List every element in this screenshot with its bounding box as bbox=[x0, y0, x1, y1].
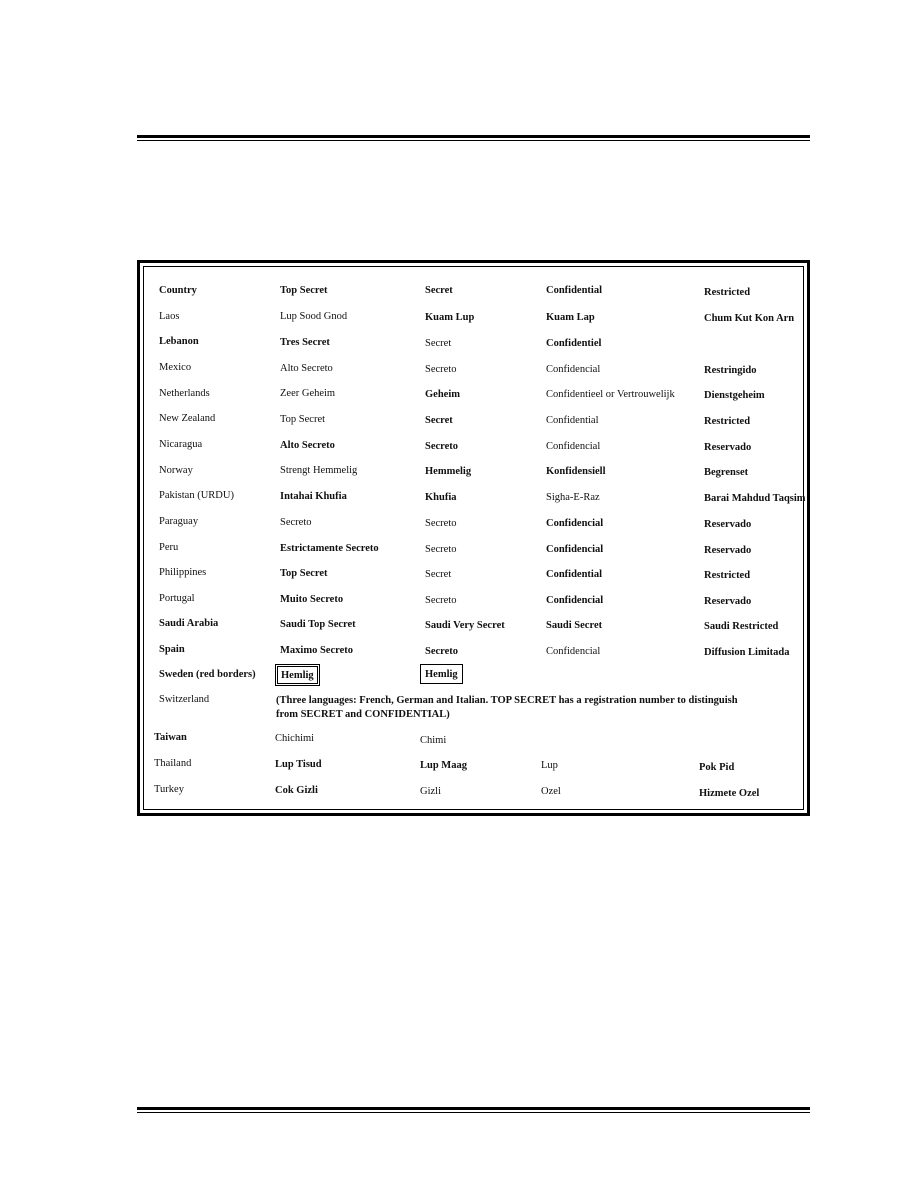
row-country: Nicaragua bbox=[159, 439, 203, 450]
row-confidential: Confidencial bbox=[546, 646, 601, 657]
row-confidential: Confidencial bbox=[546, 364, 601, 375]
row-confidential: Lup bbox=[541, 760, 558, 771]
row-secret: Khufia bbox=[425, 492, 457, 503]
row-restricted: Hizmete Ozel bbox=[699, 788, 760, 799]
header-restricted: Restricted bbox=[704, 287, 751, 298]
row-secret: Secreto bbox=[425, 364, 457, 375]
row-secret: Secret bbox=[425, 415, 453, 426]
row-restricted: Barai Mahdud Taqsim bbox=[704, 493, 806, 504]
header-top-secret: Top Secret bbox=[280, 285, 328, 296]
row-restricted: Dienstgeheim bbox=[704, 390, 765, 401]
row-secret: Secreto bbox=[425, 646, 459, 657]
row-restricted: Begrenset bbox=[704, 467, 749, 478]
row-country: Switzerland bbox=[159, 694, 210, 705]
row-secret: Secreto bbox=[425, 441, 459, 452]
row-restricted: Restringido bbox=[704, 365, 757, 376]
row-restricted: Saudi Restricted bbox=[704, 621, 779, 632]
row-confidential: Confidentieel or Vertrouwelijk bbox=[546, 389, 675, 400]
row-secret: Secreto bbox=[425, 595, 457, 606]
row-confidential: Sigha-E-Raz bbox=[546, 492, 600, 503]
row-country: Thailand bbox=[154, 758, 192, 769]
row-secret: Kuam Lup bbox=[425, 312, 475, 323]
row-restricted: Restricted bbox=[704, 416, 751, 427]
header-secret: Secret bbox=[425, 285, 453, 296]
row-confidential: Confidential bbox=[546, 415, 599, 426]
row-secret-boxed: Hemlig bbox=[420, 664, 463, 684]
top-rule bbox=[137, 135, 810, 141]
row-top-secret: Alto Secreto bbox=[280, 440, 335, 451]
classification-table-frame bbox=[137, 260, 810, 816]
row-restricted: Restricted bbox=[704, 570, 751, 581]
row-confidential: Confidencial bbox=[546, 518, 604, 529]
row-confidential: Confidential bbox=[546, 569, 603, 580]
row-restricted: Reservado bbox=[704, 442, 752, 453]
switzerland-note-line1: (Three languages: French, German and Italian. TOP SECRET has a registration number to distinguish bbox=[276, 695, 738, 706]
header-country: Country bbox=[159, 285, 197, 296]
row-top-secret: Maximo Secreto bbox=[280, 645, 353, 656]
row-restricted: Pok Pid bbox=[699, 762, 735, 773]
row-confidential: Kuam Lap bbox=[546, 312, 595, 323]
row-top-secret: Chichimi bbox=[275, 733, 315, 744]
row-top-secret: Saudi Top Secret bbox=[280, 619, 356, 630]
row-country: Norway bbox=[159, 465, 193, 476]
row-country: Netherlands bbox=[159, 388, 210, 399]
row-country: New Zealand bbox=[159, 413, 216, 424]
row-top-secret: Estrictamente Secreto bbox=[280, 543, 379, 554]
row-secret: Gizli bbox=[420, 786, 441, 797]
row-confidential: Confidencial bbox=[546, 441, 601, 452]
row-confidential: Saudi Secret bbox=[546, 620, 603, 631]
row-secret: Geheim bbox=[425, 389, 460, 400]
row-secret: Secreto bbox=[425, 518, 457, 529]
row-restricted: Diffusion Limitada bbox=[704, 647, 790, 658]
row-top-secret: Top Secret bbox=[280, 414, 326, 425]
row-country: Sweden (red borders) bbox=[159, 669, 256, 680]
row-country: Spain bbox=[159, 644, 185, 655]
row-secret: Lup Maag bbox=[420, 760, 467, 771]
row-confidential: Confidencial bbox=[546, 595, 604, 606]
row-restricted: Chum Kut Kon Arn bbox=[704, 313, 795, 324]
row-top-secret: Lup Sood Gnod bbox=[280, 311, 348, 322]
row-confidential: Konfidensiell bbox=[546, 466, 606, 477]
row-country: Philippines bbox=[159, 567, 207, 578]
row-restricted: Reservado bbox=[704, 545, 752, 556]
row-top-secret: Secreto bbox=[280, 517, 312, 528]
header-confidential: Confidential bbox=[546, 285, 603, 296]
row-top-secret: Lup Tisud bbox=[275, 759, 322, 770]
bottom-rule bbox=[137, 1107, 810, 1113]
classification-table bbox=[143, 266, 804, 810]
row-secret: Chimi bbox=[420, 735, 447, 746]
row-top-secret: Strengt Hemmelig bbox=[280, 465, 358, 476]
row-secret: Secret bbox=[425, 338, 452, 349]
row-country: Laos bbox=[159, 311, 180, 322]
row-confidential: Confidentiel bbox=[546, 338, 602, 349]
row-restricted: Reservado bbox=[704, 596, 752, 607]
row-top-secret: Alto Secreto bbox=[280, 363, 333, 374]
row-country: Mexico bbox=[159, 362, 192, 373]
row-secret: Secreto bbox=[425, 544, 457, 555]
row-top-secret-boxed: Hemlig bbox=[275, 664, 320, 686]
row-secret: Secret bbox=[425, 569, 452, 580]
row-country: Peru bbox=[159, 542, 179, 553]
row-confidential: Ozel bbox=[541, 786, 561, 797]
row-country: Lebanon bbox=[159, 336, 199, 347]
row-confidential: Confidencial bbox=[546, 544, 604, 555]
row-top-secret: Tres Secret bbox=[280, 337, 330, 348]
row-top-secret: Cok Gizli bbox=[275, 785, 318, 796]
row-secret: Hemmelig bbox=[425, 466, 472, 477]
row-country: Turkey bbox=[154, 784, 184, 795]
row-top-secret: Muito Secreto bbox=[280, 594, 344, 605]
row-country: Paraguay bbox=[159, 516, 199, 527]
row-country: Portugal bbox=[159, 593, 195, 604]
row-restricted: Reservado bbox=[704, 519, 752, 530]
row-top-secret: Intahai Khufia bbox=[280, 491, 347, 502]
row-secret: Saudi Very Secret bbox=[425, 620, 505, 631]
row-top-secret: Top Secret bbox=[280, 568, 328, 579]
row-top-secret: Zeer Geheim bbox=[280, 388, 336, 399]
switzerland-note-line2: from SECRET and CONFIDENTIAL) bbox=[276, 709, 450, 720]
row-country: Pakistan (URDU) bbox=[159, 490, 234, 501]
row-country: Taiwan bbox=[154, 732, 187, 743]
row-country: Saudi Arabia bbox=[159, 618, 219, 629]
